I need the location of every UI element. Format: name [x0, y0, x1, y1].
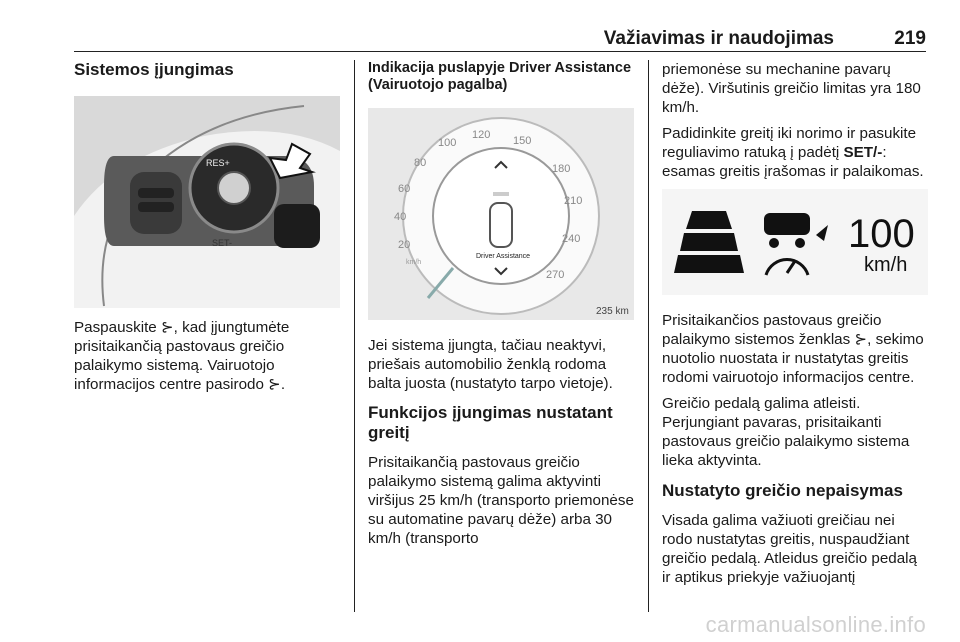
page-number: 219 — [894, 28, 926, 49]
speed-tick: 270 — [546, 269, 565, 281]
speed-tick: 210 — [564, 195, 583, 207]
speed-tick: 150 — [513, 135, 532, 147]
activation-text: Paspauskite ⊱, kad įjungtumėte prisitaikančią pastovaus greičio palaikymo sistemą. Vairuotojo informacijos centre pasirodo ⊱. — [74, 319, 290, 393]
heading-indication: Indikacija puslapyje Driver Assistance (Vairuotojo pagalba) — [368, 60, 632, 93]
speed-tick: 80 — [414, 157, 427, 169]
speed-tick: 120 — [472, 129, 491, 141]
set-instruction-a: Padidinkite greitį iki norimo ir pasukite reguliavimo ratuką į padėtį — [662, 125, 917, 161]
column-2 — [368, 60, 634, 548]
override-text: Visada galima važiuoti greičiau nei rodo nustatytas greitis, nuspaudžiant greičio pedalą. Atleidus greičio pedalą ir aptikus priekyje važiuojantį — [662, 512, 917, 586]
odometer: 235 km — [596, 306, 629, 317]
cruise-display-figure — [662, 189, 928, 295]
set-speed-unit: km/h — [864, 254, 908, 276]
set-minus-label: SET/- — [843, 144, 883, 161]
speed-tick: 180 — [552, 163, 571, 175]
set-instruction-c: : esamas greitis įrašomas ir palaikomas. — [662, 144, 924, 180]
speed-tick: 240 — [562, 233, 581, 245]
heading-set-speed: Funkcijos įjungimas nustatant greitį — [368, 403, 613, 442]
speed-tick: 20 — [398, 239, 411, 251]
set-label: SET- — [212, 238, 233, 248]
section-title: Važiavimas ir naudojimas — [603, 28, 834, 49]
set-speed-text: Prisitaikančią pastovaus greičio palaikymo sistemą galima aktyvinti viršijus 25 km/h (transporto priemonėse su automatine pavarų dėže) arba 30 km/h (transporto — [368, 454, 634, 547]
page-header — [74, 28, 926, 50]
symbol-text: Prisitaikančios pastovaus greičio palaikymo sistemos ženklas ⊱, sekimo nuotolio nuostata ir nustatytas greitis rodomi vairuotojo informacijos centre. — [662, 312, 924, 386]
header-rule — [74, 51, 926, 52]
watermark: carmanualsonline.info — [705, 612, 926, 637]
speed-tick: 100 — [438, 137, 457, 149]
pedal-release-text: Greičio pedalą galima atleisti. Perjungiant pavaras, prisitaikanti pastovaus greičio palaikymo sistema lieka aktyvinta. — [662, 395, 910, 469]
set-speed-value: 100 — [848, 212, 915, 256]
column-3 — [662, 60, 928, 587]
speed-limit-text: priemonėse su mechanine pavarų dėže). Viršutinis greičio limitas yra 180 km/h. — [662, 61, 921, 116]
indication-text: Jei sistema įjungta, tačiau neaktyvi, priešais automobilio ženklą rodoma balta juosta (nustatyto tarpo vietoje). — [368, 337, 613, 392]
set-instruction — [662, 124, 928, 181]
speed-tick: 40 — [394, 211, 407, 223]
speed-tick: 60 — [398, 183, 411, 195]
cluster-display-figure — [368, 108, 634, 320]
column-divider — [354, 60, 355, 612]
column-divider — [648, 60, 649, 612]
heading-override: Nustatyto greičio nepaisymas — [662, 481, 903, 500]
res-label: RES+ — [206, 158, 230, 168]
cluster-center-label: Driver Assistance — [476, 253, 531, 260]
unit-label: km/h — [406, 259, 422, 266]
heading-activation: Sistemos įjungimas — [74, 60, 234, 79]
steering-wheel-figure — [74, 96, 340, 308]
column-1 — [74, 60, 340, 394]
